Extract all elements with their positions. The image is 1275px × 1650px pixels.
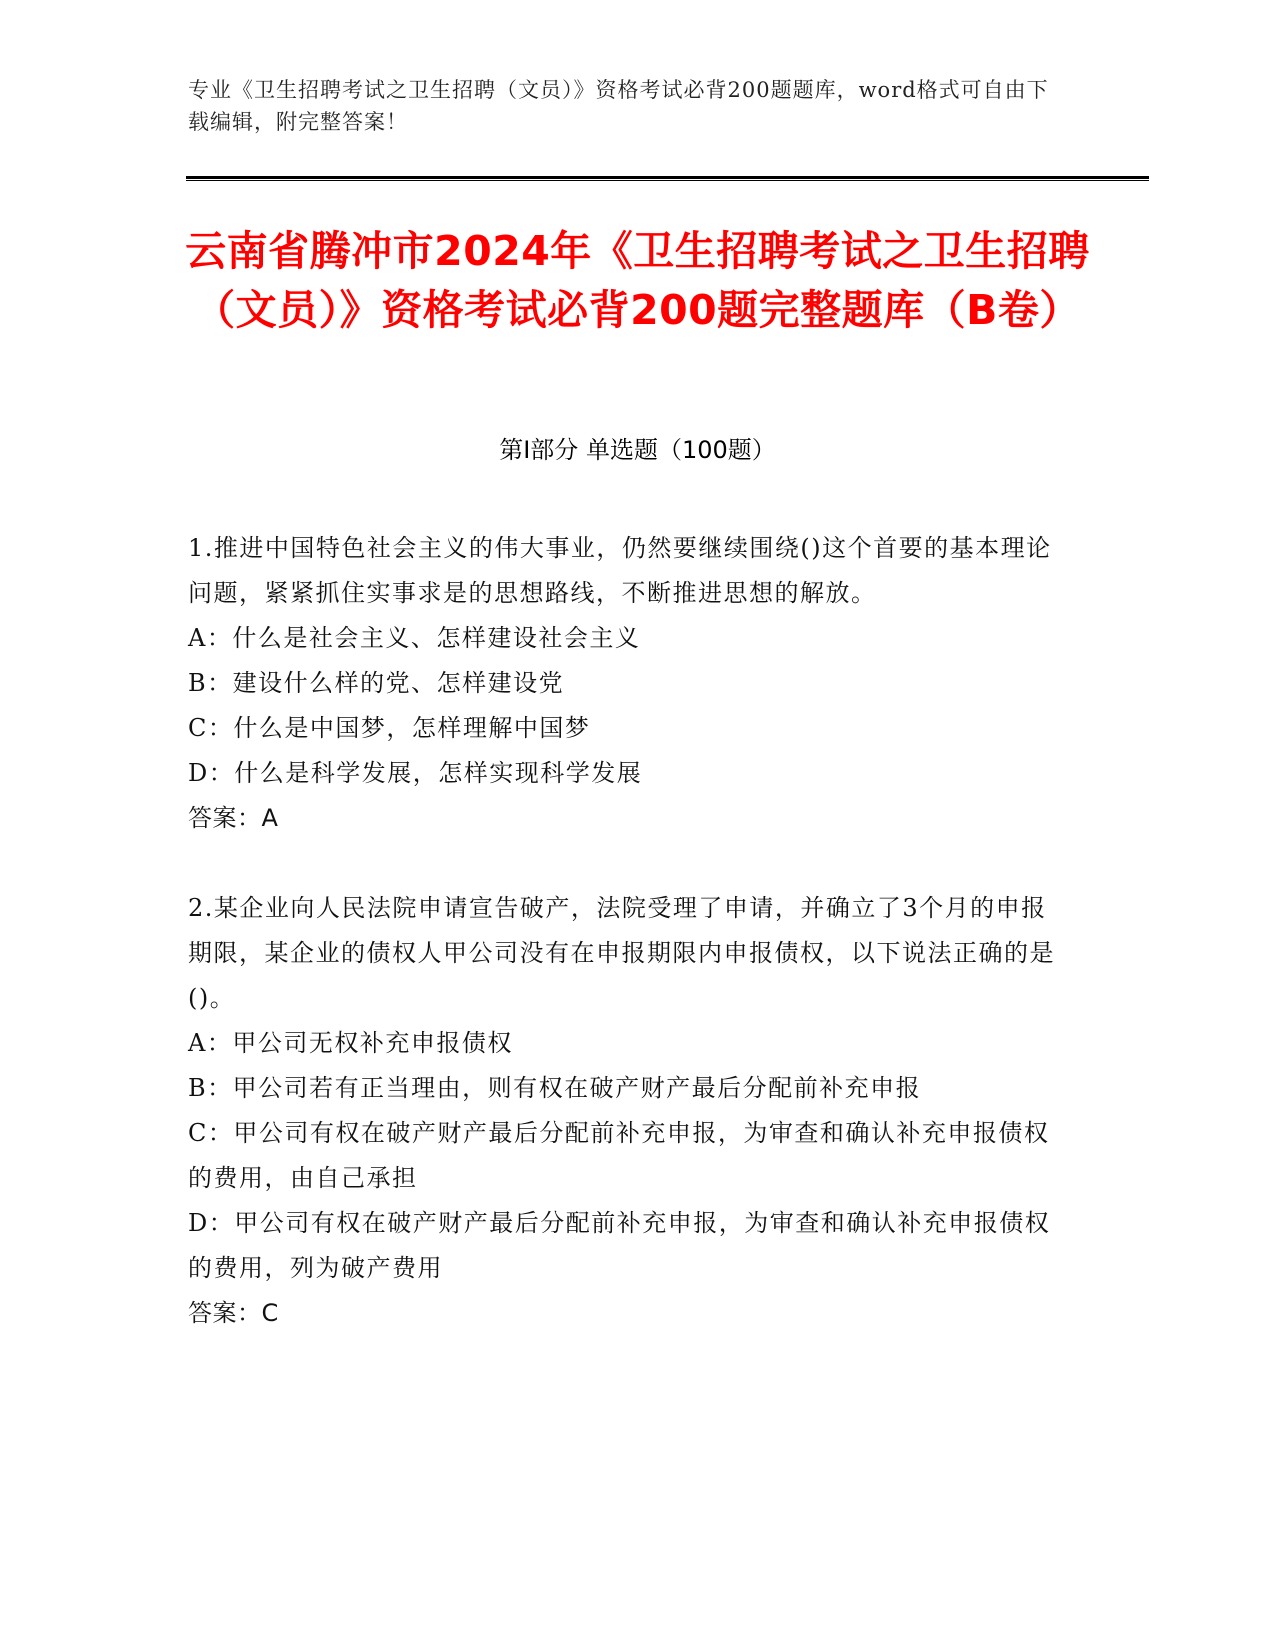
option-d: D：甲公司有权在破产财产最后分配前补充申报，为审查和确认补充申报债权的费用，列为破产费用: [188, 1209, 1051, 1282]
question-stem: 2.某企业向人民法院申请宣告破产，法院受理了申请，并确立了3个月的申报期限，某企业的债权人甲公司没有在申报期限内申报债权，以下说法正确的是()。: [188, 894, 1055, 1012]
option-b: B：甲公司若有正当理由，则有权在破产财产最后分配前补充申报: [188, 1074, 922, 1102]
option-a: A：甲公司无权补充申报债权: [188, 1029, 513, 1057]
document-title: 云南省腾冲市2024年《卫生招聘考试之卫生招聘（文员）》资格考试必背200题完整题库（B卷）: [185, 227, 1090, 334]
option-c: C：甲公司有权在破产财产最后分配前补充申报，为审查和确认补充申报债权的费用，由自己承担: [188, 1119, 1050, 1192]
question-stem: 1.推进中国特色社会主义的伟大事业，仍然要继续围绕()这个首要的基本理论问题，紧紧抓住实事求是的思想路线，不断推进思想的解放。: [188, 534, 1052, 607]
question-item: [188, 526, 1068, 841]
section-heading: 第I部分 单选题（100题）: [499, 436, 776, 464]
question-item: [188, 886, 1068, 1336]
option-a: A：什么是社会主义、怎样建设社会主义: [188, 624, 641, 652]
answer: 答案：A: [188, 804, 279, 832]
option-c: C：什么是中国梦，怎样理解中国梦: [188, 714, 591, 742]
answer: 答案：C: [188, 1299, 279, 1327]
option-b: B：建设什么样的党、怎样建设党: [188, 669, 565, 697]
question-list: [188, 526, 1068, 1381]
option-d: D：什么是科学发展，怎样实现科学发展: [188, 759, 643, 787]
header-divider: [186, 176, 1149, 181]
header-note: 专业《卫生招聘考试之卫生招聘（文员）》资格考试必背200题题库，word格式可自由下载编辑，附完整答案！: [188, 78, 1049, 134]
